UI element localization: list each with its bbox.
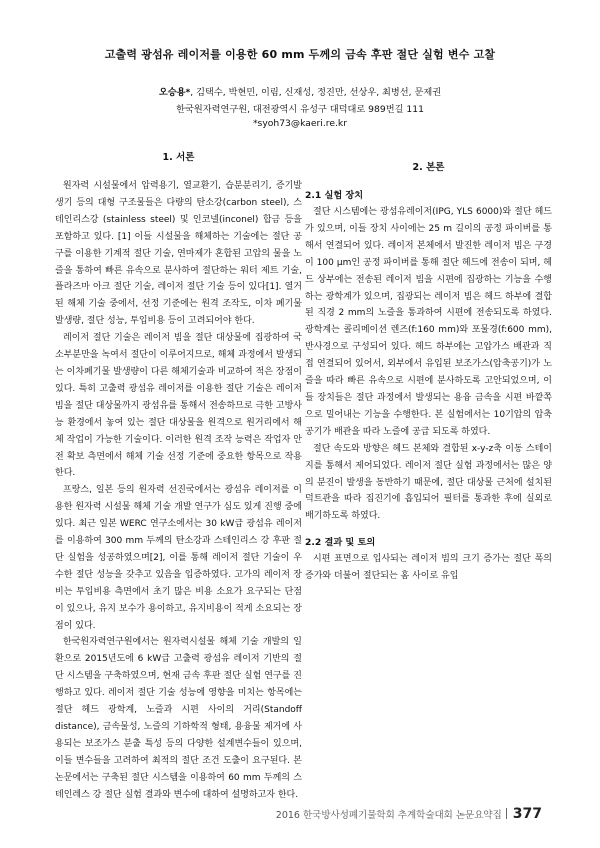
subsection-heading-results: 2.2 결과 및 토의 (305, 537, 376, 549)
section-heading-body: 2. 본론 (412, 162, 445, 173)
footer-divider (506, 808, 507, 819)
subsection-heading-setup: 2.1 실험 장치 (305, 190, 364, 201)
setup-paragraph-1: 절단 시스템에는 광섬유레이저(IPG, YLS 6000)와 절단 헤드가 있으며, 이들 장치 사이에는 25 m 길이의 공정 파이버를 통해서 연결되어 있다. 레이저 본체에서 발진한 레이저 빔은 구경이 100 μm인 공정 파이버를 통해 절단 헤드에 전송이 되며, 헤드 상부에는 전송된 레이저 빔을 시편에 집광하는 기능을 수행하는 광학계가 있으며, 집광되는 레이저 빔은 헤드 하부에 결합된 직경 2 mm의 노즐을 통과하여 시편에 전송되도록 하였다. 광학계는 콜리메이션 렌즈(f:160 mm)와 포물경(f:600 mm), 반사경으로 구성되어 있다. 헤드 하부에는 고압가스 배관과 직접 연결되어 있어서, 외부에서 유입된 보조가스(압축공기)가 노즐을 따라 빠른 유속으로 시편에 분사하도록 고안되었으며, 이들 장치들은 절단 과정에서 발생되는 용융 금속을 시편 바깥쪽으로 밀어내는 기능을 수행한다. 본 실험에서는 10기압의 압축공기가 배관을 따라 노즐에 공급 되도록 하였다. (305, 207, 552, 437)
page-number: 377 (512, 806, 542, 822)
affiliation: 한국원자력연구원, 대전광역시 유성구 대덕대로 989번길 111 (176, 104, 424, 115)
left-column (55, 150, 302, 804)
coauthors: , 김택수, 박현민, 이림, 신재성, 정진만, 선상우, 최병선, 문제권 (190, 87, 442, 98)
author-email: *syoh73@kaeri.re.kr (252, 118, 348, 129)
intro-paragraph-3: 프랑스, 일본 등의 원자력 선진국에서는 광섬유 레이저를 이용한 원자력 시설물 해체 기술 개발 연구가 심도 있게 진행 중에 있다. 최근 일본 WERC 연구소에서는 30 kW급 광섬유 레이저를 이용하여 300 mm 두께의 탄소강과 스테인리스 강 후판 절단 실험을 성공하였으며[2], 이를 통해 레이저 절단 기술이 우수한 절단 성능을 갖추고 있음을 입증하였다. 고가의 레이저 장비는 투입비용 측면에서 초기 많은 비용 소요가 요구되는 단점이 있으나, 유지 보수가 용이하고, 유지비용이 적게 소요되는 장점이 있다. (55, 485, 302, 631)
intro-paragraph-2: 레이저 절단 기술은 레이저 빔을 절단 대상물에 집광하여 국소부분만을 녹여서 절단이 이루어지므로, 해체 과정에서 발생되는 이차폐기물 발생량이 다른 해체기술과 비교하여 적은 장점이 있다. 특히 고출력 광섬유 레이저를 이용한 절단 기술은 레이저 빔을 절단 대상물까지 광섬유를 통해서 전송하므로 극한 고방사능 환경에서 놓여 있는 절단 대상물을 원격으로 원거리에서 해체 작업이 가능한 기술이다. 이러한 원격 조작 능력은 작업자 안전 확보 측면에서 해체 기술 선정 기준에 중요한 항목으로 작용한다. (55, 333, 302, 479)
results-paragraph-1: 시편 표면으로 입사되는 레이저 빔의 크기 증가는 절단 폭의 증가와 더불어 절단되는 홈 사이로 유입 (305, 554, 552, 582)
paper-title: 고출력 광섬유 레이저를 이용한 60 mm 두께의 금속 후판 절단 실험 변수 고찰 (104, 48, 496, 61)
section-heading-intro: 1. 서론 (162, 152, 195, 163)
intro-paragraph-4: 한국원자력연구원에서는 원자력시설물 해체 기술 개발의 일환으로 2015년도에 6 kW급 고출력 광섬유 레이저 기반의 절단 시스템을 구축하였으며, 현재 금속 후판 절단 실험 연구를 진행하고 있다. 레이저 절단 기술 성능에 영향을 미치는 항목에는 절단 헤드 광학계, 노즐과 시편 사이의 거리(Standoff distance), 금속물성, 노즐의 기하학적 형태, 용융물 제거에 사용되는 보조가스 분출 특성 등의 다양한 설계변수들이 있으며, 이들 변수들을 고려하여 최적의 절단 조건 도출이 요구된다. 본 논문에서는 구축된 절단 시스템을 이용하여 60 mm 두께의 스테인레스 강 절단 실험 결과와 변수에 대하여 설명하고자 한다. (55, 637, 302, 800)
author-list (0, 84, 600, 98)
setup-paragraph-2: 절단 속도와 방향은 헤드 본체와 결합된 x-y-z축 이동 스테이지를 통해서 제어되었다. 레이저 절단 실험 과정에서는 많은 양의 분진이 발생을 동반하기 때문에, 절단 대상물 근처에 설치된 덕트관을 따라 집진기에 흡입되어 필터를 통과한 후에 실외로 배기하도록 하였다. (305, 443, 552, 522)
intro-paragraph-1: 원자력 시설물에서 압력용기, 열교환기, 습분분리기, 증기발생기 등의 대형 구조물들은 다량의 탄소강(carbon steel), 스테인리스강 (stainless steel) 및 인코넬(inconel) 합금 등을 포함하고 있다. [1] 이들 시설물을 해체하는 기술에는 절단 공구를 이용한 기계적 절단 기술, 연마제가 혼합된 고압의 물을 노즐을 통하여 빠른 유속으로 분사하여 절단하는 워터 제트 기술, 플라즈마 아크 절단 기술, 레이저 절단 기술 등이 있다[1]. 열거된 해체 기술 중에서, 선정 기준에는 원격 조작도, 이차 폐기물 발생량, 절단 성능, 투입비용 등이 고려되어야 한다. (55, 181, 302, 327)
conference-name: 2016 한국방사성폐기물학회 추계학술대회 논문요약집 (275, 810, 502, 821)
right-column (305, 160, 552, 585)
lead-author: 오승용* (158, 87, 191, 98)
page-footer (276, 806, 542, 822)
